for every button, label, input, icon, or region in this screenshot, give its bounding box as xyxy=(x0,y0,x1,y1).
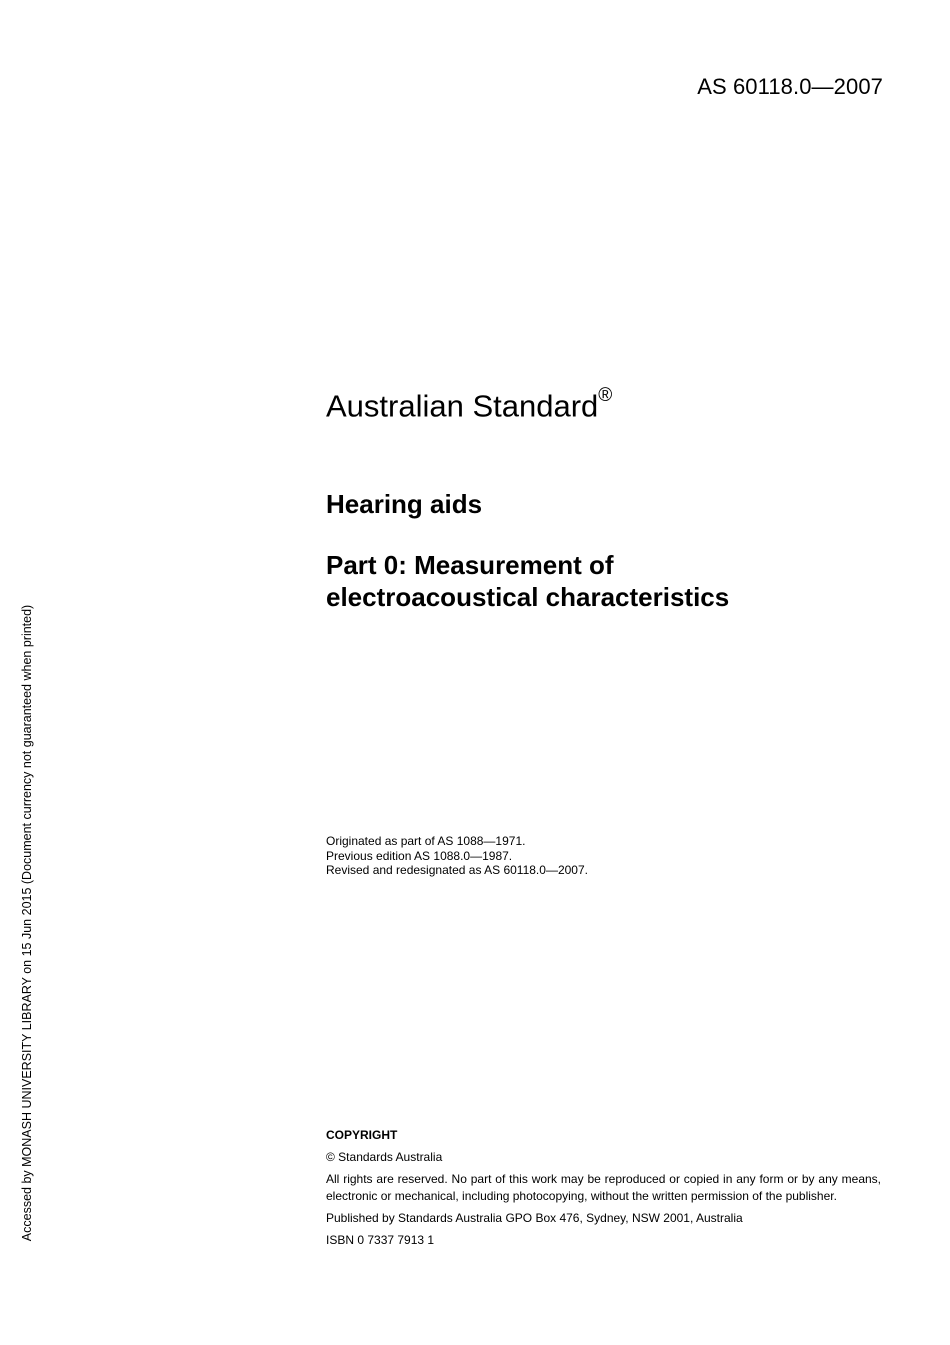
history-line-1: Originated as part of AS 1088—1971. xyxy=(326,834,526,848)
standard-label xyxy=(326,381,881,425)
isbn: ISBN 0 7337 7913 1 xyxy=(326,1233,435,1247)
document-number: AS 60118.0—2007 xyxy=(697,74,883,99)
copyright-rights: All rights are reserved. No part of this work may be reproduced or copied in any form or by any means, electronic or mechanical, including photocopying, without the written permission of the publisher. xyxy=(326,1172,881,1203)
history-line-2: Previous edition AS 1088.0—1987. xyxy=(326,848,513,863)
history-line-3: Revised and redesignated as AS 60118.0—2007. xyxy=(326,863,588,877)
registered-mark: ® xyxy=(598,385,613,406)
part-title-line-1: Part 0: Measurement of xyxy=(326,550,614,580)
part-title-line-2: electroacoustical characteristics xyxy=(326,582,730,612)
access-watermark-note: Accessed by MONASH UNIVERSITY LIBRARY on 15 Jun 2015 (Document currency not guaranteed when printed) xyxy=(20,604,34,1242)
edition-history xyxy=(326,834,881,878)
publisher-info: Published by Standards Australia GPO Box 476, Sydney, NSW 2001, Australia xyxy=(326,1211,743,1225)
document-part-title xyxy=(326,549,881,613)
copyright-heading: COPYRIGHT xyxy=(326,1128,398,1142)
standard-label-text: Australian Standard xyxy=(326,388,599,424)
copyright-block xyxy=(326,1127,881,1254)
document-title: Hearing aids xyxy=(326,489,483,519)
copyright-owner: © Standards Australia xyxy=(326,1150,443,1164)
